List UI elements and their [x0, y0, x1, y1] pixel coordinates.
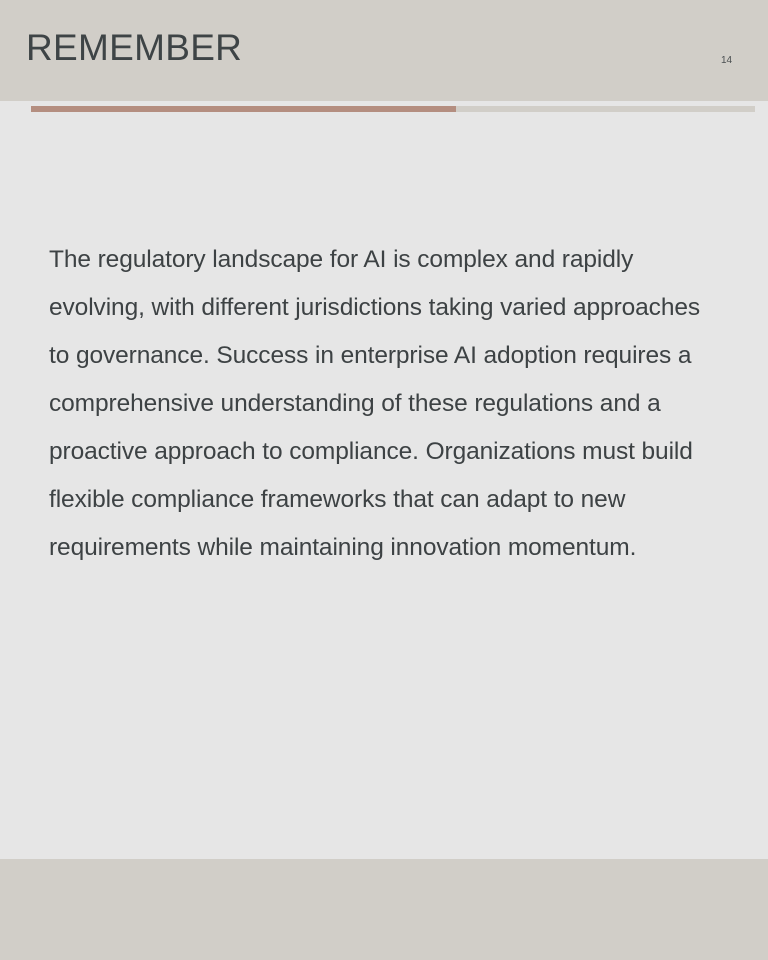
progress-bar-fill	[31, 106, 456, 112]
slide-title: REMEMBER	[26, 27, 243, 68]
body-paragraph: The regulatory landscape for AI is complex and rapidly evolving, with different jurisdictions taking varied approaches to governance. Success in enterprise AI adoption requires a comprehensive understanding of these regulations and a proactive approach to compliance. Organizations must build flexible compliance frameworks that can adapt to new requirements while maintaining innovation momentum.	[49, 246, 701, 561]
footer-band	[0, 859, 768, 960]
slide-number: 14	[721, 55, 733, 66]
progress-bar	[31, 106, 755, 112]
